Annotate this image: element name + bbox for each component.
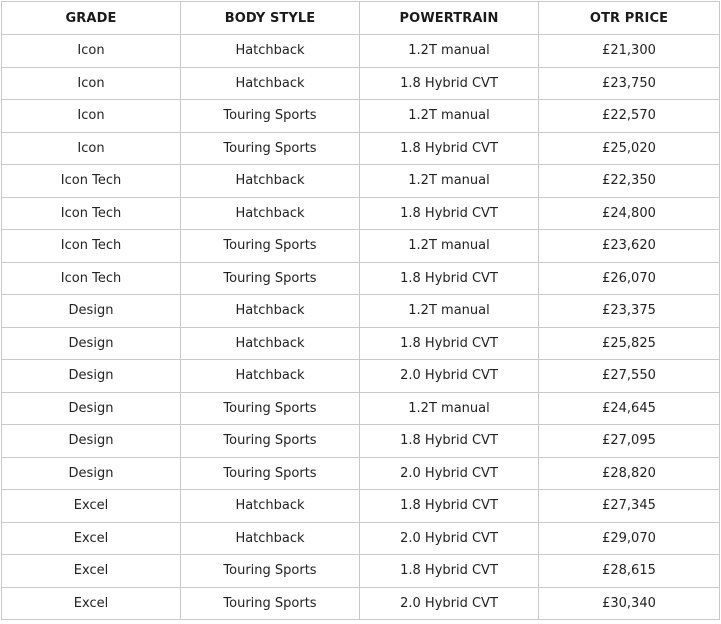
cell-otr-price: £23,375 [539,295,720,328]
cell-otr-price: £25,825 [539,327,720,360]
cell-grade: Icon [2,132,181,165]
cell-grade: Excel [2,555,181,588]
header-otr-price: OTR PRICE [539,2,720,35]
cell-body-style: Hatchback [181,197,360,230]
cell-grade: Icon [2,35,181,68]
header-body-style: BODY STYLE [181,2,360,35]
cell-grade: Design [2,425,181,458]
header-row [2,2,720,35]
table-row [2,100,720,133]
price-table [1,1,720,620]
table-row [2,132,720,165]
cell-powertrain: 1.8 Hybrid CVT [360,132,539,165]
cell-otr-price: £24,645 [539,392,720,425]
cell-otr-price: £27,550 [539,360,720,393]
cell-powertrain: 1.8 Hybrid CVT [360,262,539,295]
cell-body-style: Hatchback [181,165,360,198]
cell-powertrain: 1.2T manual [360,295,539,328]
table-row [2,522,720,555]
cell-grade: Excel [2,587,181,620]
cell-grade: Design [2,360,181,393]
cell-powertrain: 1.8 Hybrid CVT [360,425,539,458]
cell-grade: Excel [2,522,181,555]
table-row [2,425,720,458]
cell-grade: Design [2,295,181,328]
cell-powertrain: 1.2T manual [360,392,539,425]
cell-otr-price: £22,350 [539,165,720,198]
cell-grade: Icon [2,67,181,100]
cell-body-style: Touring Sports [181,132,360,165]
cell-grade: Icon [2,100,181,133]
cell-powertrain: 2.0 Hybrid CVT [360,360,539,393]
cell-otr-price: £28,820 [539,457,720,490]
cell-body-style: Touring Sports [181,457,360,490]
cell-body-style: Touring Sports [181,100,360,133]
cell-otr-price: £21,300 [539,35,720,68]
cell-otr-price: £24,800 [539,197,720,230]
cell-body-style: Hatchback [181,360,360,393]
cell-body-style: Touring Sports [181,230,360,263]
cell-powertrain: 1.2T manual [360,100,539,133]
cell-otr-price: £27,095 [539,425,720,458]
cell-powertrain: 1.8 Hybrid CVT [360,490,539,523]
cell-otr-price: £26,070 [539,262,720,295]
cell-body-style: Hatchback [181,35,360,68]
cell-body-style: Touring Sports [181,587,360,620]
cell-grade: Design [2,392,181,425]
cell-otr-price: £22,570 [539,100,720,133]
table-row [2,587,720,620]
table-row [2,165,720,198]
cell-body-style: Touring Sports [181,425,360,458]
table-body [2,35,720,620]
cell-grade: Design [2,457,181,490]
cell-powertrain: 1.8 Hybrid CVT [360,197,539,230]
table-row [2,295,720,328]
cell-body-style: Touring Sports [181,392,360,425]
cell-otr-price: £28,615 [539,555,720,588]
cell-grade: Design [2,327,181,360]
cell-grade: Icon Tech [2,262,181,295]
cell-powertrain: 2.0 Hybrid CVT [360,457,539,490]
cell-powertrain: 2.0 Hybrid CVT [360,522,539,555]
cell-otr-price: £23,750 [539,67,720,100]
cell-body-style: Hatchback [181,522,360,555]
table-row [2,197,720,230]
cell-body-style: Hatchback [181,67,360,100]
cell-grade: Excel [2,490,181,523]
table-row [2,457,720,490]
cell-powertrain: 1.2T manual [360,35,539,68]
cell-otr-price: £30,340 [539,587,720,620]
cell-body-style: Touring Sports [181,262,360,295]
table-row [2,555,720,588]
cell-body-style: Hatchback [181,490,360,523]
cell-otr-price: £27,345 [539,490,720,523]
cell-otr-price: £23,620 [539,230,720,263]
table-row [2,67,720,100]
cell-powertrain: 1.2T manual [360,165,539,198]
cell-powertrain: 1.2T manual [360,230,539,263]
table-row [2,35,720,68]
table-row [2,230,720,263]
table-header [2,2,720,35]
table-row [2,360,720,393]
cell-powertrain: 1.8 Hybrid CVT [360,327,539,360]
cell-powertrain: 1.8 Hybrid CVT [360,555,539,588]
cell-powertrain: 2.0 Hybrid CVT [360,587,539,620]
cell-grade: Icon Tech [2,230,181,263]
cell-grade: Icon Tech [2,197,181,230]
table-row [2,490,720,523]
table-row [2,262,720,295]
table-row [2,327,720,360]
table-row [2,392,720,425]
cell-powertrain: 1.8 Hybrid CVT [360,67,539,100]
header-grade: GRADE [2,2,181,35]
cell-body-style: Touring Sports [181,555,360,588]
header-powertrain: POWERTRAIN [360,2,539,35]
cell-body-style: Hatchback [181,295,360,328]
cell-grade: Icon Tech [2,165,181,198]
cell-otr-price: £25,020 [539,132,720,165]
cell-otr-price: £29,070 [539,522,720,555]
cell-body-style: Hatchback [181,327,360,360]
